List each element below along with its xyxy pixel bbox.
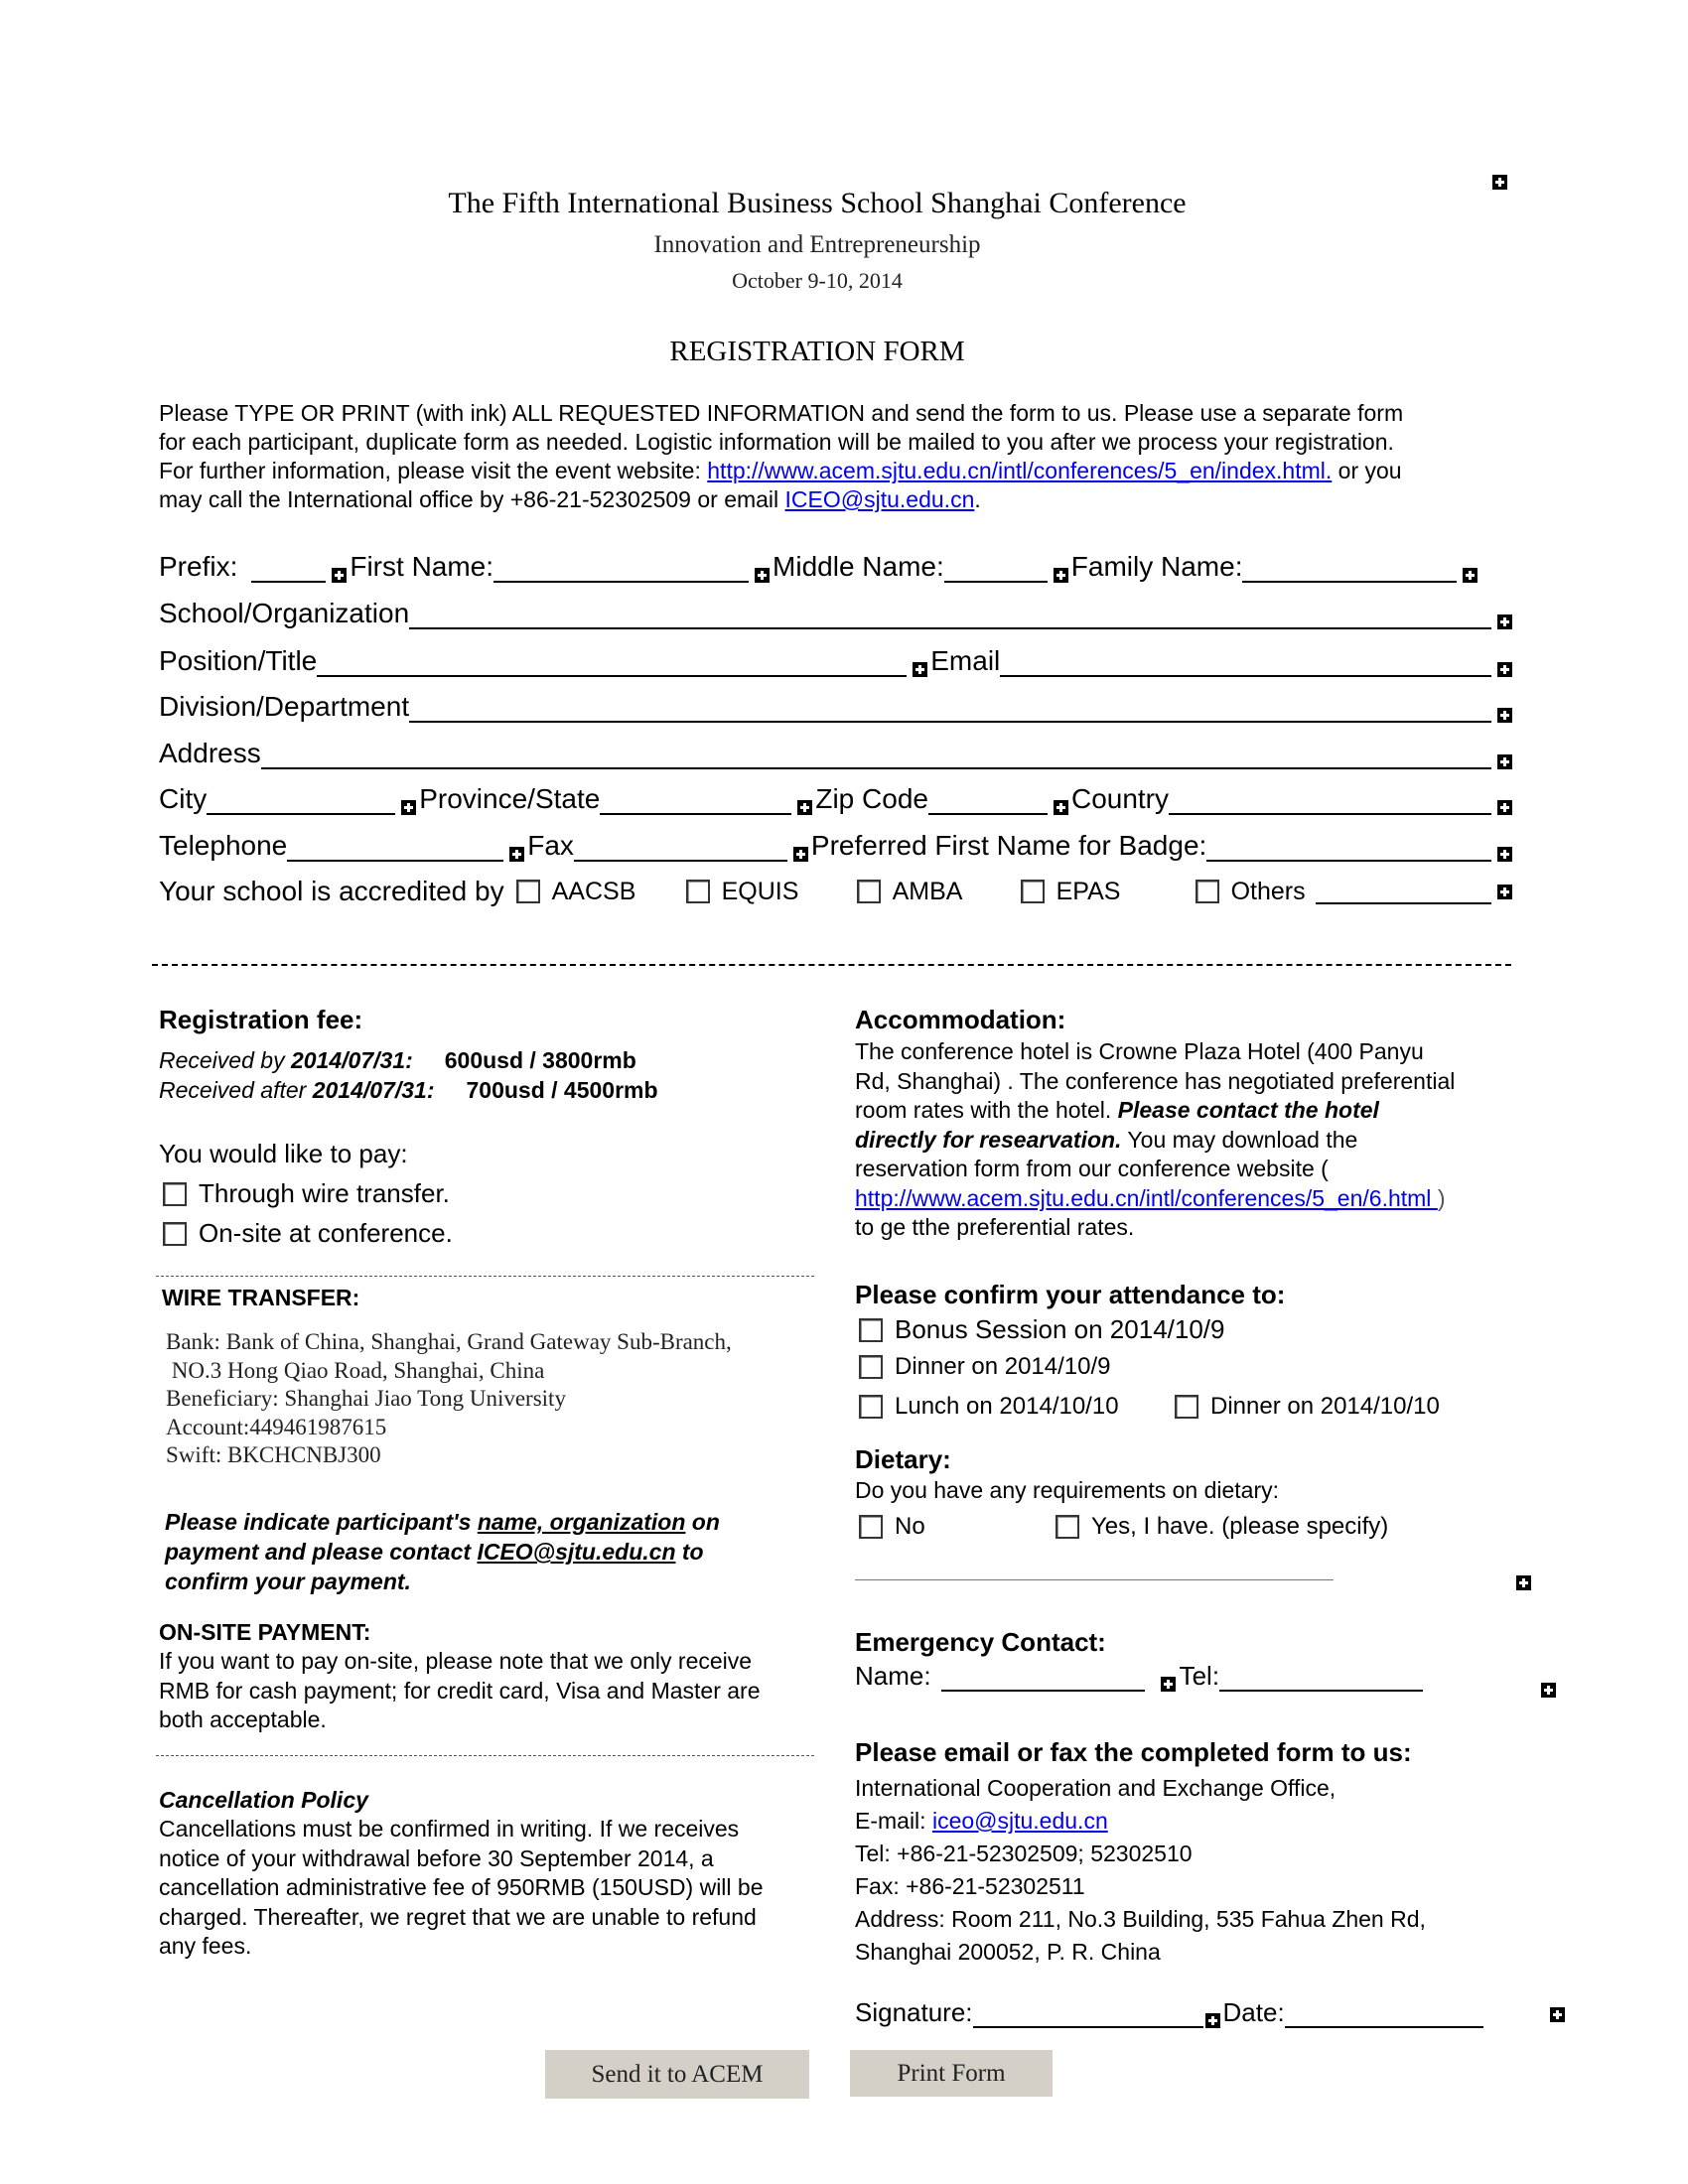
accommodation-line: reservation form from our conference website ( bbox=[855, 1156, 1329, 1181]
dinner-1009-label: Dinner on 2014/10/9 bbox=[895, 1353, 1111, 1380]
onsite-line: both acceptable. bbox=[159, 1706, 327, 1732]
position-input[interactable] bbox=[317, 651, 907, 677]
accommodation-emphasis: Please contact the hotel bbox=[1117, 1097, 1379, 1123]
dinner-1010-option[interactable] bbox=[1175, 1393, 1440, 1421]
note-email[interactable]: ICEO@sjtu.edu.cn bbox=[477, 1539, 676, 1565]
city-row bbox=[159, 781, 1515, 815]
accommodation-line bbox=[855, 1126, 1455, 1156]
add-field-icon[interactable] bbox=[1497, 662, 1512, 677]
section-divider bbox=[152, 964, 1511, 966]
accommodation-text-fragment: You may download the bbox=[1121, 1126, 1358, 1153]
contact-heading: Please email or fax the completed form to us: bbox=[855, 1737, 1412, 1767]
add-field-icon[interactable] bbox=[401, 800, 416, 815]
zip-input[interactable] bbox=[928, 789, 1048, 815]
payment-note bbox=[165, 1507, 720, 1596]
country-label: Country bbox=[1070, 783, 1170, 814]
add-field-icon[interactable] bbox=[797, 800, 812, 815]
fee-early-date: 2014/07/31: bbox=[290, 1047, 413, 1073]
conference-subtitle: Innovation and Entrepreneurship bbox=[653, 231, 981, 258]
send-to-acem-button[interactable]: Send it to ACEM bbox=[545, 2050, 809, 2099]
iceo-email-link[interactable]: ICEO@sjtu.edu.cn bbox=[784, 486, 975, 512]
name-row bbox=[159, 549, 1480, 583]
epas-checkbox[interactable] bbox=[1021, 880, 1045, 903]
city-label: City bbox=[159, 783, 208, 814]
dinner-1010-checkbox[interactable] bbox=[1175, 1395, 1198, 1419]
epas-label: EPAS bbox=[1055, 877, 1121, 905]
others-option[interactable] bbox=[1196, 878, 1306, 906]
add-field-icon[interactable] bbox=[1497, 885, 1512, 899]
dietary-yes-label: Yes, I have. (please specify) bbox=[1091, 1513, 1389, 1540]
country-input[interactable] bbox=[1169, 789, 1491, 815]
fee-late-price: 700usd / 4500rmb bbox=[466, 1077, 658, 1103]
telephone-label: Telephone bbox=[159, 830, 288, 861]
accommodation-text-fragment: ) bbox=[1437, 1184, 1446, 1211]
wire-transfer-label: Through wire transfer. bbox=[199, 1178, 450, 1208]
dietary-no-option[interactable] bbox=[859, 1513, 925, 1541]
onsite-payment-option[interactable] bbox=[163, 1218, 453, 1249]
signature-row bbox=[855, 1997, 1483, 2028]
accreditation-label: Your school is accredited by bbox=[159, 876, 504, 906]
cancellation-line: any fees. bbox=[159, 1933, 252, 1959]
aacsb-label: AACSB bbox=[551, 877, 636, 905]
equis-checkbox[interactable] bbox=[686, 880, 710, 903]
emergency-tel-input[interactable] bbox=[1219, 1666, 1423, 1692]
fee-early-label: Received by bbox=[159, 1047, 291, 1073]
bank-line: Swift: BKCHCNBJ300 bbox=[166, 1442, 381, 1467]
lunch-1010-option[interactable] bbox=[859, 1393, 1119, 1421]
bank-details bbox=[166, 1328, 732, 1470]
accommodation-line: The conference hotel is Crowne Plaza Hotel (400 Panyu bbox=[855, 1038, 1424, 1064]
division-label: Division/Department bbox=[159, 691, 410, 722]
contact-address: Shanghai 200052, P. R. China bbox=[855, 1939, 1161, 1965]
intro-text-fragment: For further information, please visit the event website: bbox=[159, 458, 708, 483]
dinner-1009-option[interactable] bbox=[859, 1353, 1111, 1381]
bank-line: Account:449461987615 bbox=[166, 1414, 387, 1439]
onsite-line: RMB for cash payment; for credit card, Visa and Master are bbox=[159, 1677, 761, 1704]
accommodation-text bbox=[855, 1037, 1455, 1243]
accommodation-line: Rd, Shanghai) . The conference has negotiated preferential bbox=[855, 1067, 1456, 1094]
cancellation-line: cancellation administrative fee of 950RMB (150USD) will be bbox=[159, 1874, 764, 1900]
onsite-payment-checkbox[interactable] bbox=[163, 1222, 187, 1246]
add-field-icon[interactable] bbox=[1497, 847, 1512, 862]
fax-label: Fax bbox=[527, 830, 574, 861]
add-field-icon[interactable] bbox=[1497, 708, 1512, 723]
fee-late-date: 2014/07/31: bbox=[312, 1077, 435, 1103]
middle-name-input[interactable] bbox=[944, 557, 1048, 583]
attendance-heading: Please confirm your attendance to: bbox=[855, 1280, 1286, 1309]
first-name-label: First Name: bbox=[350, 551, 494, 582]
registration-fee-heading: Registration fee: bbox=[159, 1005, 363, 1034]
hotel-reservation-link[interactable]: http://www.acem.sjtu.edu.cn/intl/conferences/5_en/6.html bbox=[855, 1184, 1438, 1211]
epas-option[interactable] bbox=[1021, 878, 1196, 906]
payment-prompt: You would like to pay: bbox=[159, 1139, 408, 1168]
position-row bbox=[159, 643, 1515, 677]
note-text: payment and please contact bbox=[165, 1539, 478, 1565]
add-field-icon[interactable] bbox=[1054, 568, 1068, 583]
add-field-icon[interactable] bbox=[1161, 1677, 1176, 1692]
add-field-icon[interactable] bbox=[1497, 754, 1512, 769]
add-field-icon[interactable] bbox=[1541, 1683, 1556, 1698]
fee-late-label: Received after bbox=[159, 1077, 313, 1103]
note-text: on bbox=[685, 1509, 720, 1535]
badge-name-input[interactable] bbox=[1206, 836, 1491, 862]
note-line bbox=[165, 1537, 720, 1567]
bank-line: NO.3 Hong Qiao Road, Shanghai, China bbox=[166, 1357, 545, 1383]
amba-checkbox[interactable] bbox=[857, 880, 881, 903]
dietary-question: Do you have any requirements on dietary: bbox=[855, 1477, 1280, 1503]
intro-text-fragment: . bbox=[974, 486, 981, 512]
dinner-1009-checkbox[interactable] bbox=[859, 1355, 883, 1379]
intro-text bbox=[159, 399, 1403, 514]
event-website-link[interactable]: http://www.acem.sjtu.edu.cn/intl/conferences/5_en/index.html. bbox=[707, 458, 1333, 483]
cancellation-heading: Cancellation Policy bbox=[159, 1787, 368, 1813]
telephone-row bbox=[159, 828, 1515, 862]
add-field-icon[interactable] bbox=[1550, 2007, 1565, 2022]
middle-name-label: Middle Name: bbox=[773, 551, 944, 582]
amba-label: AMBA bbox=[892, 877, 963, 905]
divider bbox=[156, 1755, 814, 1756]
intro-text-fragment: may call the International office by +86-21-52302509 or email bbox=[159, 486, 785, 512]
wire-transfer-heading: WIRE TRANSFER: bbox=[162, 1285, 360, 1310]
dietary-heading: Dietary: bbox=[855, 1444, 951, 1474]
intro-text-fragment: or you bbox=[1332, 458, 1402, 483]
prefix-input[interactable] bbox=[251, 557, 326, 583]
contact-address: Address: Room 211, No.3 Building, 535 Fahua Zhen Rd, bbox=[855, 1906, 1426, 1932]
contact-fax: Fax: +86-21-52302511 bbox=[855, 1873, 1085, 1899]
date-label: Date: bbox=[1222, 1997, 1285, 2027]
add-field-icon[interactable] bbox=[913, 662, 927, 677]
date-input[interactable] bbox=[1285, 2002, 1483, 2028]
onsite-text bbox=[159, 1647, 761, 1735]
bonus-session-option[interactable] bbox=[859, 1314, 1224, 1345]
add-field-icon[interactable] bbox=[509, 847, 524, 862]
intro-line bbox=[159, 457, 1403, 485]
division-row bbox=[159, 689, 1515, 723]
emergency-tel-label: Tel: bbox=[1179, 1661, 1220, 1691]
intro-line: for each participant, duplicate form as needed. Logistic information will be mailed to you after we process your registration. bbox=[159, 429, 1394, 455]
add-field-icon[interactable] bbox=[1205, 2013, 1220, 2028]
conference-title: The Fifth International Business School Shanghai Conference bbox=[448, 187, 1187, 219]
cancellation-line: notice of your withdrawal before 30 September 2014, a bbox=[159, 1844, 714, 1871]
telephone-input[interactable] bbox=[287, 836, 503, 862]
accommodation-heading: Accommodation: bbox=[855, 1005, 1066, 1034]
lunch-1010-checkbox[interactable] bbox=[859, 1395, 883, 1419]
cancellation-text bbox=[159, 1815, 764, 1962]
note-line: confirm your payment. bbox=[165, 1569, 411, 1594]
wire-transfer-checkbox[interactable] bbox=[163, 1182, 187, 1206]
add-field-icon[interactable] bbox=[1516, 1575, 1531, 1590]
others-input[interactable] bbox=[1316, 879, 1491, 904]
emergency-name-input[interactable] bbox=[941, 1666, 1145, 1692]
dietary-yes-checkbox[interactable] bbox=[1055, 1515, 1079, 1539]
aacsb-checkbox[interactable] bbox=[516, 880, 540, 903]
city-input[interactable] bbox=[207, 789, 395, 815]
accommodation-text-fragment: room rates with the hotel. bbox=[855, 1097, 1118, 1123]
fee-late bbox=[159, 1077, 658, 1104]
family-name-label: Family Name: bbox=[1070, 551, 1243, 582]
add-field-icon[interactable] bbox=[1463, 568, 1477, 583]
contact-office: International Cooperation and Exchange Office, bbox=[855, 1775, 1336, 1801]
emergency-heading: Emergency Contact: bbox=[855, 1627, 1106, 1657]
school-label: School/Organization bbox=[159, 598, 410, 628]
signature-input[interactable] bbox=[973, 2002, 1203, 2028]
email-label: Email bbox=[930, 645, 1001, 676]
onsite-line: If you want to pay on-site, please note that we only receive bbox=[159, 1648, 753, 1674]
contact-details bbox=[855, 1772, 1426, 1969]
divider bbox=[156, 1276, 814, 1277]
add-field-icon[interactable] bbox=[793, 847, 808, 862]
others-checkbox[interactable] bbox=[1196, 880, 1219, 903]
province-label: Province/State bbox=[419, 783, 601, 814]
contact-email-label: E-mail: bbox=[855, 1808, 932, 1834]
add-field-icon[interactable] bbox=[755, 568, 770, 583]
school-input[interactable] bbox=[409, 604, 1491, 629]
bank-line: Beneficiary: Shanghai Jiao Tong University bbox=[166, 1386, 566, 1411]
lunch-1010-label: Lunch on 2014/10/10 bbox=[895, 1393, 1119, 1420]
print-form-button[interactable]: Print Form bbox=[850, 2050, 1053, 2097]
zip-label: Zip Code bbox=[815, 783, 928, 814]
wire-transfer-option[interactable] bbox=[163, 1178, 450, 1209]
dietary-specify-input[interactable] bbox=[855, 1579, 1334, 1580]
accommodation-line bbox=[855, 1184, 1455, 1214]
accreditation-row bbox=[159, 875, 1515, 908]
intro-line bbox=[159, 485, 1403, 514]
onsite-heading: ON-SITE PAYMENT: bbox=[159, 1619, 371, 1645]
add-field-icon[interactable] bbox=[1054, 800, 1068, 815]
add-field-icon[interactable] bbox=[1497, 800, 1512, 815]
signature-label: Signature: bbox=[855, 1997, 973, 2027]
family-name-input[interactable] bbox=[1242, 557, 1457, 583]
fax-input[interactable] bbox=[574, 836, 787, 862]
emergency-row bbox=[855, 1661, 1427, 1692]
fee-early-price: 600usd / 3800rmb bbox=[444, 1047, 636, 1073]
province-input[interactable] bbox=[600, 789, 791, 815]
bonus-session-label: Bonus Session on 2014/10/9 bbox=[895, 1314, 1225, 1344]
emergency-name-label: Name: bbox=[855, 1661, 931, 1691]
email-input[interactable] bbox=[1000, 651, 1491, 677]
dinner-1010-label: Dinner on 2014/10/10 bbox=[1210, 1393, 1440, 1420]
dietary-no-label: No bbox=[895, 1513, 925, 1540]
onsite-payment-label: On-site at conference. bbox=[199, 1218, 453, 1248]
add-field-icon[interactable] bbox=[1497, 614, 1512, 629]
note-text: to bbox=[675, 1539, 704, 1565]
accommodation-emphasis: directly for researvation. bbox=[855, 1126, 1122, 1153]
aacsb-option[interactable] bbox=[516, 878, 686, 906]
equis-label: EQUIS bbox=[721, 877, 799, 905]
first-name-input[interactable] bbox=[493, 557, 749, 583]
prefix-label: Prefix: bbox=[159, 551, 238, 582]
note-text: Please indicate participant's bbox=[165, 1509, 478, 1535]
note-line bbox=[165, 1507, 720, 1537]
cancellation-line: charged. Thereafter, we regret that we are unable to refund bbox=[159, 1903, 757, 1930]
dietary-yes-option[interactable] bbox=[1055, 1513, 1388, 1541]
bank-line: Bank: Bank of China, Shanghai, Grand Gateway Sub-Branch, bbox=[166, 1329, 732, 1354]
accommodation-line bbox=[855, 1096, 1455, 1126]
note-emphasis: name, organization bbox=[477, 1509, 686, 1535]
amba-option[interactable] bbox=[857, 878, 1021, 906]
dietary-no-checkbox[interactable] bbox=[859, 1515, 883, 1539]
intro-line: Please TYPE OR PRINT (with ink) ALL REQUESTED INFORMATION and send the form to us. Please use a separate form bbox=[159, 400, 1404, 426]
contact-email-line bbox=[855, 1805, 1426, 1838]
form-title: REGISTRATION FORM bbox=[669, 336, 965, 367]
address-input[interactable] bbox=[261, 744, 1491, 769]
others-label: Others bbox=[1230, 877, 1306, 905]
contact-email-link[interactable]: iceo@sjtu.edu.cn bbox=[931, 1808, 1108, 1834]
fee-early bbox=[159, 1047, 636, 1074]
badge-name-label: Preferred First Name for Badge: bbox=[810, 830, 1207, 861]
contact-tel: Tel: +86-21-52302509; 52302510 bbox=[855, 1841, 1193, 1866]
address-row bbox=[159, 736, 1515, 769]
address-label: Address bbox=[159, 738, 261, 768]
bonus-session-checkbox[interactable] bbox=[859, 1318, 883, 1342]
equis-option[interactable] bbox=[686, 878, 857, 906]
accommodation-line: to ge tthe preferential rates. bbox=[855, 1214, 1135, 1240]
add-field-icon[interactable] bbox=[332, 568, 347, 583]
position-label: Position/Title bbox=[159, 645, 318, 676]
cancellation-line: Cancellations must be confirmed in writing. If we receives bbox=[159, 1816, 740, 1842]
division-input[interactable] bbox=[409, 697, 1491, 723]
school-row bbox=[159, 596, 1515, 629]
conference-date: October 9-10, 2014 bbox=[732, 268, 903, 293]
